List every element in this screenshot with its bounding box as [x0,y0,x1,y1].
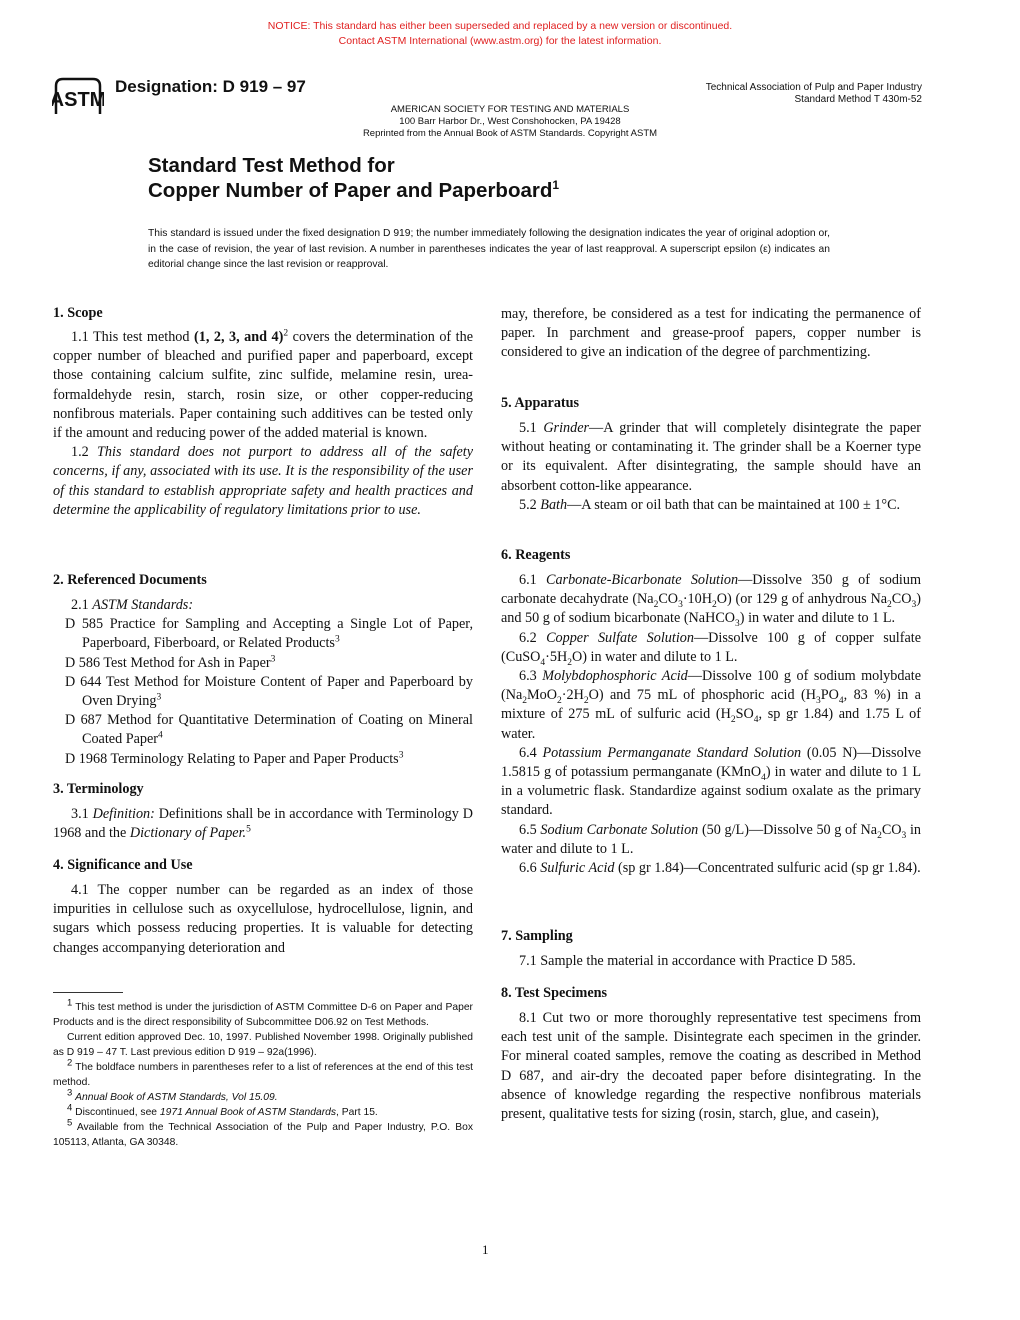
specimens-text: 8.1 Cut two or more thoroughly representative test specimens from each test unit of the sample. Disintegrate each specimen in the grinder. For mineral coated samples, remove the coating as described in Method D 687, and air-dry the decoated paper before disintegrating. In the absence of knowledge regarding the respective nonfibrous materials present, qualitative tests for sizing (rosin, starch, glue, and casein), [501,1010,921,1123]
reagents-heading: 6. Reagents [501,547,571,563]
significance-continued: may, therefore, be considered as a test for indicating the permanence of paper. In parchment and grease-proof papers, copper number is considered to give an indication of the degree of parchmentizing. [501,306,921,361]
notice-line-2: Contact ASTM International (www.astm.org) for the latest information. [338,35,662,47]
sampling-heading: 7. Sampling [501,928,573,944]
notice-line-1: NOTICE: This standard has either been superseded and replaced by a new version or discontinued. [267,20,733,32]
footnote-rule [53,992,123,993]
significance-heading: 4. Significance and Use [53,857,193,873]
footnotes: $^1$ This test method is under the jurisdiction of ASTM Committee D-6 on Paper and Paper Products and is the direct responsibility of Subcommittee D06.92 on Test Methods. Current edition approved Dec. 10, 1997. Published November 1998. Originally published as D 919 – 47 T. Last previous edition D 919 – 92a(1996). $^2$ The boldface numbers in parentheses refer to a list of references at the end of this test method. $^3$ Annual Book of ASTM Standards, Vol 15.09. $^4$ Discontinued, see 1971 Annual Book of ASTM Standards, Part 15. $^5$ Available from the Technical Association of the Pulp and Paper Industry, P.O. Box 105113, Atlanta, GA 30348. [53,997,473,1148]
document-title: Standard Test Method for Copper Number of Paper and Paperboard$^1$ [148,154,560,202]
svg-text:ASTM: ASTM [52,89,104,111]
sampling-text: 7.1 Sample the material in accordance with Practice D 585. [519,953,856,969]
tappi-reference: Technical Association of Pulp and Paper Industry Standard Method T 430m-52 [705,82,922,105]
terminology-heading: 3. Terminology [53,781,144,797]
designation: Designation: D 919 – 97 [115,77,306,96]
refdocs-text: 2.1 ASTM Standards: D 585 Practice for Sampling and Accepting a Single Lot of Paper, Paperboard, Fiberboard, or Related Products$^3$ D 586 Test Method for Ash in Paper$^3$ D 644 Test Method for Moisture Content of Paper and Paperboard by Oven Drying$^3$ D 687 Method for Quantitative Determination of Coating on Mineral Coated Paper$^4$ D 1968 Terminology Relating to Paper and Paper Products$^3$ [65,597,473,767]
scope-heading: 1. Scope [53,305,103,321]
issued-statement: This standard is issued under the fixed designation D 919; the number immediately following the designation indicates the year of original adoption or, in the case of revision, the year of last revision. A number in parentheses indicates the year of last reapproval. A superscript epsilon (ε) indicates an editorial change since the last revision or reapproval. [148,228,830,270]
page-number: 1 [482,1242,489,1257]
astm-logo [52,76,104,118]
refdocs-heading: 2. Referenced Documents [53,572,207,588]
terminology-text: 3.1 Definition: Definitions shall be in accordance with Terminology D 1968 and the Dictionary of Paper.$^5$ [53,806,473,842]
specimens-heading: 8. Test Specimens [501,985,608,1001]
reagents-text: 6.1 Carbonate-Bicarbonate Solution—Dissolve 350 g of sodium carbonate decahydrate $(Na_2CO_3\cdot 10H_2O)$ (or 129 g of anhydrous $Na_2CO_3$) and 50 g of sodium bicarbonate (NaHCO$_3$) in water and dilute to 1 L. 6.2 Copper Sulfate Solution—Dissolve 100 g of copper sulfate $(CuSO_4\cdot 5H_2O)$ in water and dilute to 1 L. 6.3 Molybdophosphoric Acid—Dissolve 100 g of sodium molybdate $(Na_2MoO_2\cdot 2H_2O)$ and 75 mL of phosphoric acid ($H_3PO_4$, 83 %) in a mixture of 275 mL of sulfuric acid ($H_2SO_4$, sp gr 1.84) and 1.75 L of water. 6.4 Potassium Permanganate Standard Solution (0.05 N)—Dissolve 1.5815 g of potassium permanganate (KMnO$_4$) in water and dilute to 1 L in a volumetric flask. Standardize against sodium oxalate as the primary standard. 6.5 Sodium Carbonate Solution (50 g/L)—Dissolve 50 g of $Na_2CO_3$ in water and dilute to 1 L. 6.6 Sulfuric Acid (sp gr 1.84)—Concentrated sulfuric acid (sp gr 1.84). [501,572,922,877]
significance-text: 4.1 The copper number can be regarded as an index of those impurities in cellulose such as oxycellulose, hydrocellulose, lignin, and sugars which possess reducing properties. It is valuable for detecting changes accompanying deterioration and [53,882,473,956]
society-info: AMERICAN SOCIETY FOR TESTING AND MATERIALS 100 Barr Harbor Dr., West Conshohocken, PA 19428 Reprinted from the Annual Book of ASTM Standards. Copyright ASTM [362,104,658,139]
scope-text: 1.1 This test method (1, 2, 3, and 4)$^2$ covers the determination of the copper number of bleached and purified paper and paperboard, except those containing calcium sulfite, zinc sulfide, melamine resin, urea-formaldehyde resin, starch, rosin size, or other copper-reducing nonfibrous materials. Paper containing such additives can be tested only if the amount and reducing power of the added material is known. 1.2 This standard does not purport to address all of the safety concerns, if any, associated with its use. It is the responsibility of the user of this standard to establish appropriate safety and health practices and determine the applicability of regulatory limitations prior to use. [53,328,473,518]
apparatus-text: 5.1 Grinder—A grinder that will completely disintegrate the paper without heating or contaminating it. The grinder shall be a Koerner type or its equivalent. After disintegrating, the sample should have an absorbent cotton-like appearance. 5.2 Bath—A steam or oil bath that can be maintained at 100 ± 1°C. [501,420,922,513]
apparatus-heading: 5. Apparatus [501,395,580,411]
